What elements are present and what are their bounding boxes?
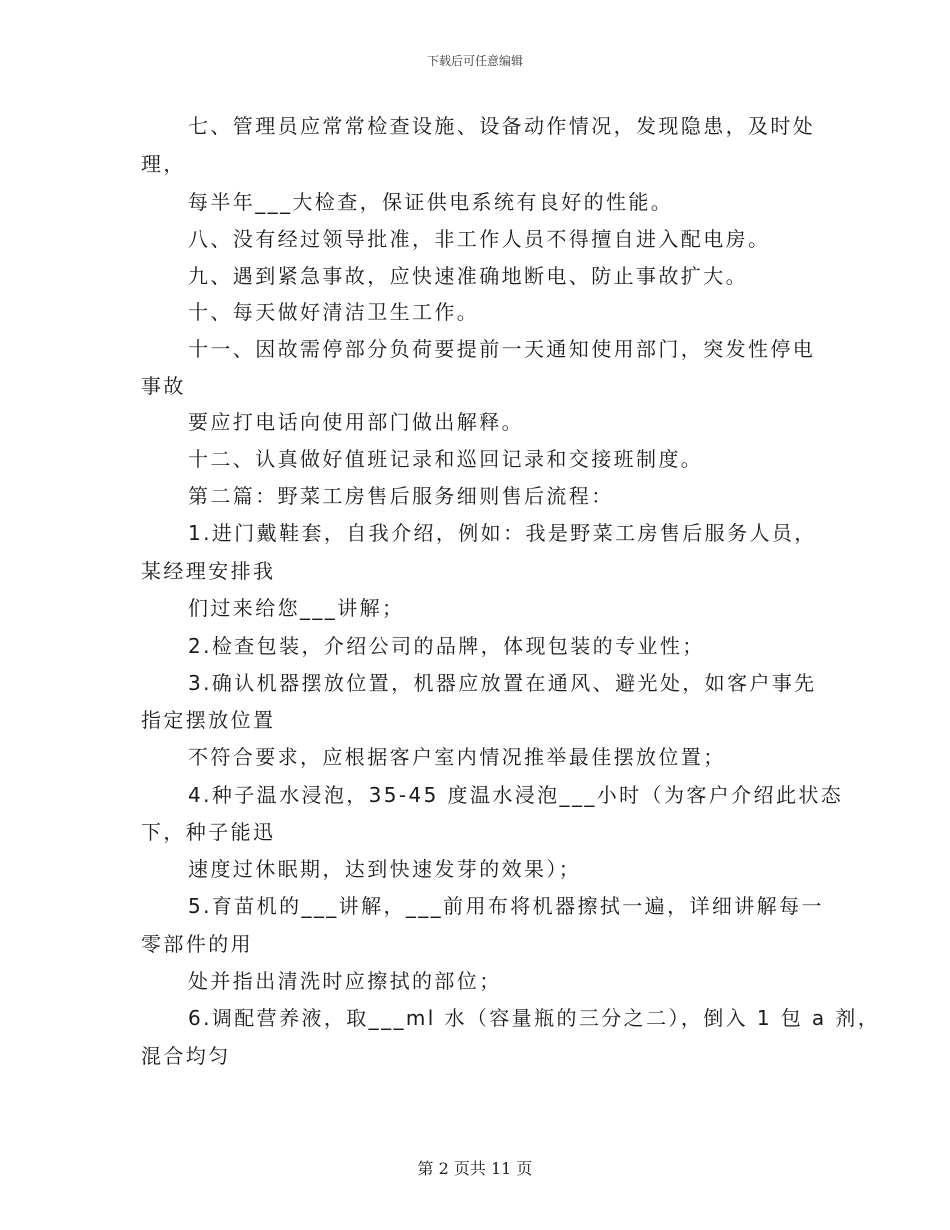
paragraph-line: 指定摆放位置 — [141, 708, 276, 732]
paragraph-line: 2.检查包装，介绍公司的品牌，体现包装的专业性； — [188, 634, 705, 658]
paragraph-line: 要应打电话向使用部门做出解释。 — [188, 410, 524, 434]
paragraph-line: 九、遇到紧急事故，应快速准确地断电、防止事故扩大。 — [188, 264, 748, 288]
paragraph-line: 4.种子温水浸泡，35-45 度温水浸泡___小时（为客户介绍此状态 — [188, 783, 844, 807]
paragraph-line: 十、每天做好清洁卫生工作。 — [188, 300, 480, 324]
paragraph-line: 速度过休眠期，达到快速发芽的效果）； — [188, 857, 582, 881]
paragraph-line: 十一、因故需停部分负荷要提前一天通知使用部门，突发性停电 — [188, 337, 816, 361]
paragraph-line: 下，种子能迅 — [141, 820, 276, 844]
paragraph-line: 事故 — [141, 374, 186, 398]
paragraph-line: 每半年___大检查，保证供电系统有良好的性能。 — [188, 190, 674, 214]
page-header: 下载后可任意编辑 — [426, 54, 523, 68]
paragraph-line: 5.育苗机的___讲解，___前用布将机器擦拭一遍，详细讲解每一 — [188, 894, 824, 918]
paragraph-line: 某经理安排我 — [141, 559, 276, 583]
paragraph-line: 1.进门戴鞋套，自我介绍，例如：我是野菜工房售后服务人员， — [188, 521, 817, 545]
paragraph-line: 八、没有经过领导批准，非工作人员不得擅自进入配电房。 — [188, 227, 771, 251]
paragraph-line: 混合均匀 — [141, 1044, 231, 1068]
paragraph-line: 第二篇：野菜工房售后服务细则售后流程： — [188, 484, 614, 508]
paragraph-line: 零部件的用 — [141, 932, 253, 956]
paragraph-line: 们过来给您___讲解； — [188, 596, 405, 620]
page-footer: 第 2 页共 11 页 — [417, 1159, 533, 1178]
paragraph-line: 十二、认真做好值班记录和巡回记录和交接班制度。 — [188, 447, 704, 471]
paragraph-line: 处并指出清洗时应擦拭的部位； — [188, 969, 502, 993]
paragraph-line: 七、管理员应常常检查设施、设备动作情况，发现隐患，及时处 — [188, 114, 816, 138]
paragraph-line: 6.调配营养液，取___ml 水（容量瓶的三分之二），倒入 1 包 a 剂， — [188, 1006, 881, 1030]
paragraph-line: 3.确认机器摆放位置，机器应放置在通风、避光处，如客户事先 — [188, 671, 817, 695]
paragraph-line: 不符合要求，应根据客户室内情况推举最佳摆放位置； — [188, 745, 726, 769]
paragraph-line: 理， — [141, 152, 186, 176]
